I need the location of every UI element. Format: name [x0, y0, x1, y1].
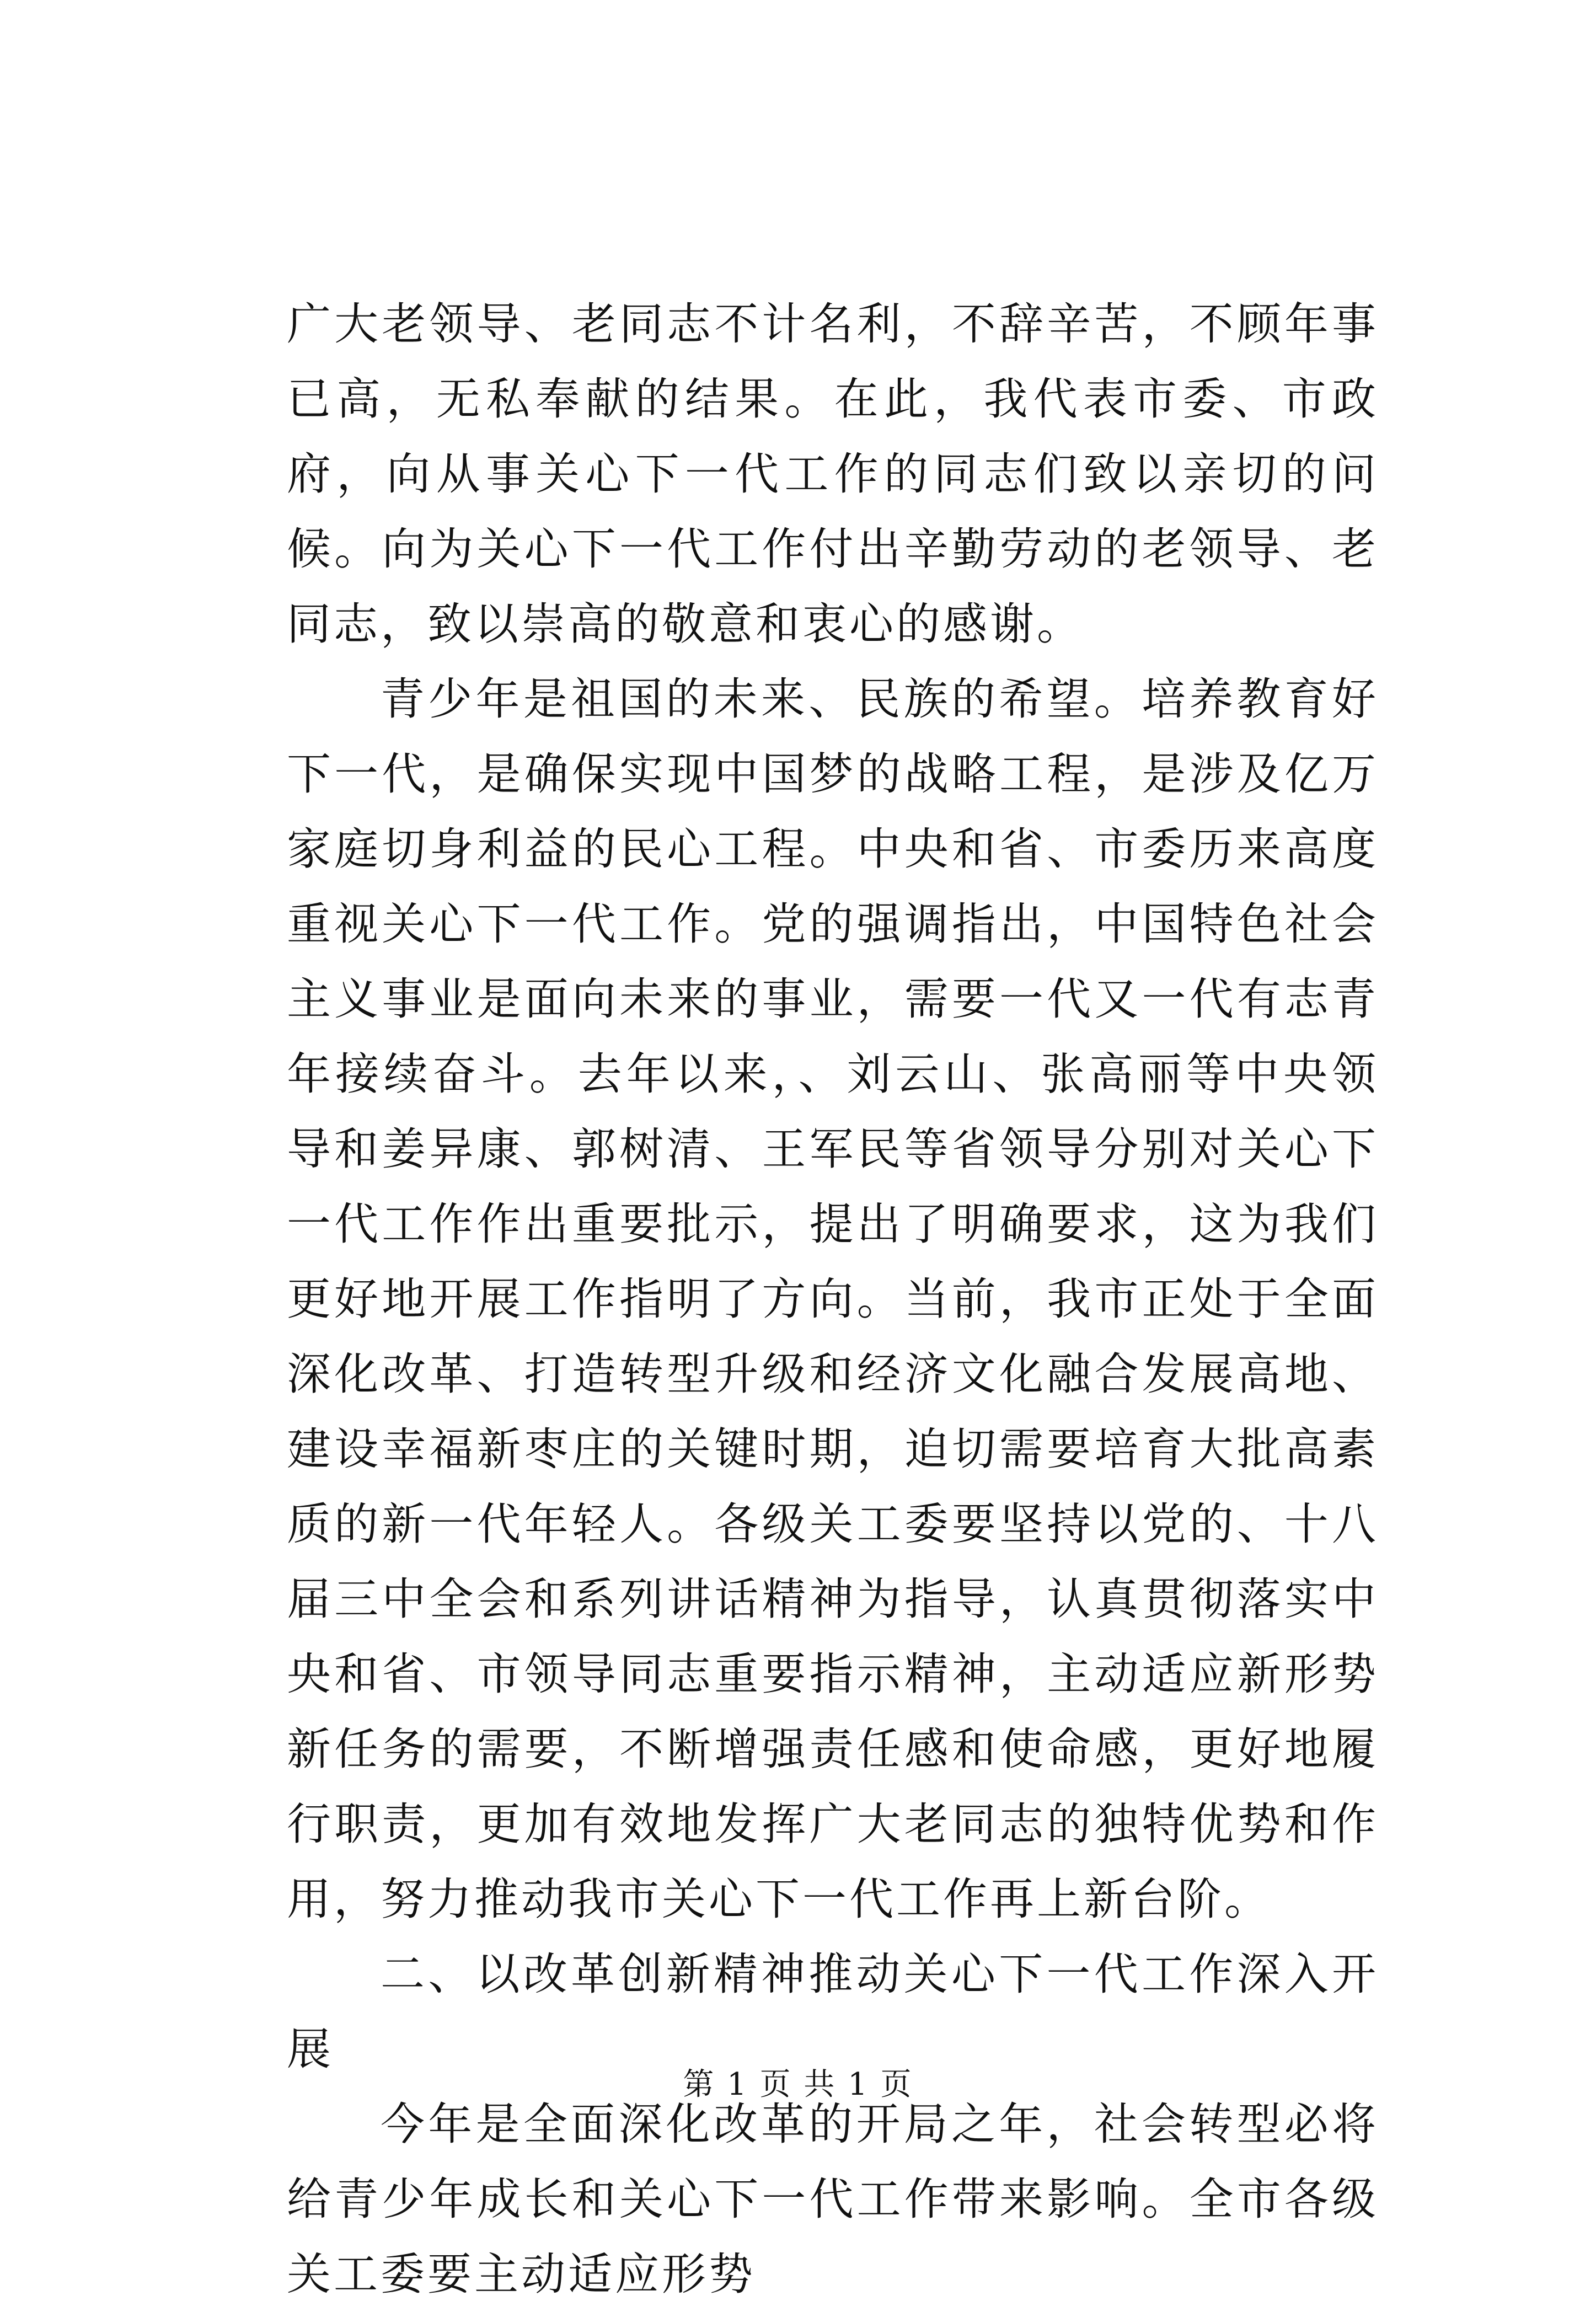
document-body	[287, 287, 1379, 2312]
section-heading: 二、以改革创新精神推动关心下一代工作深入开展	[287, 1949, 1379, 2075]
paragraph-2: 青少年是祖国的未来、民族的希望。培养教育好下一代，是确保实现中国梦的战略工程，是涉及亿万家庭切身利益的民心工程。中央和省、市委历来高度重视关心下一代工作。党的强调指出，中国特色社会主义事业是面向未来的事业，需要一代又一代有志青年接续奋斗。去年以来，、刘云山、张高丽等中央领导和姜异康、郭树清、王军民等省领导分别对关心下一代工作作出重要批示，提出了明确要求，这为我们更好地开展工作指明了方向。当前，我市正处于全面深化改革、打造转型升级和经济文化融合发展高地、建设幸福新枣庄的关键时期，迫切需要培育大批高素质的新一代年轻人。各级关工委要坚持以党的、十八届三中全会和系列讲话精神为指导，认真贯彻落实中央和省、市领导同志重要指示精神，主动适应新形势新任务的需要，不断增强责任感和使命感，更好地履行职责，更加有效地发挥广大老同志的独特优势和作用，努力推动我市关心下一代工作再上新台阶。	[287, 673, 1379, 1925]
page-number-footer: 第 1 页 共 1 页	[683, 2067, 913, 2102]
paragraph-3: 今年是全面深化改革的开局之年，社会转型必将给青少年成长和关心下一代工作带来影响。全市各级关工委要主动适应形势	[287, 2099, 1379, 2300]
paragraph-1: 广大老领导、老同志不计名利，不辞辛苦，不顾年事已高，无私奉献的结果。在此，我代表市委、市政府，向从事关心下一代工作的同志们致以亲切的问候。向为关心下一代工作付出辛勤劳动的老领导、老同志，致以崇高的敬意和衷心的感谢。	[287, 298, 1379, 650]
